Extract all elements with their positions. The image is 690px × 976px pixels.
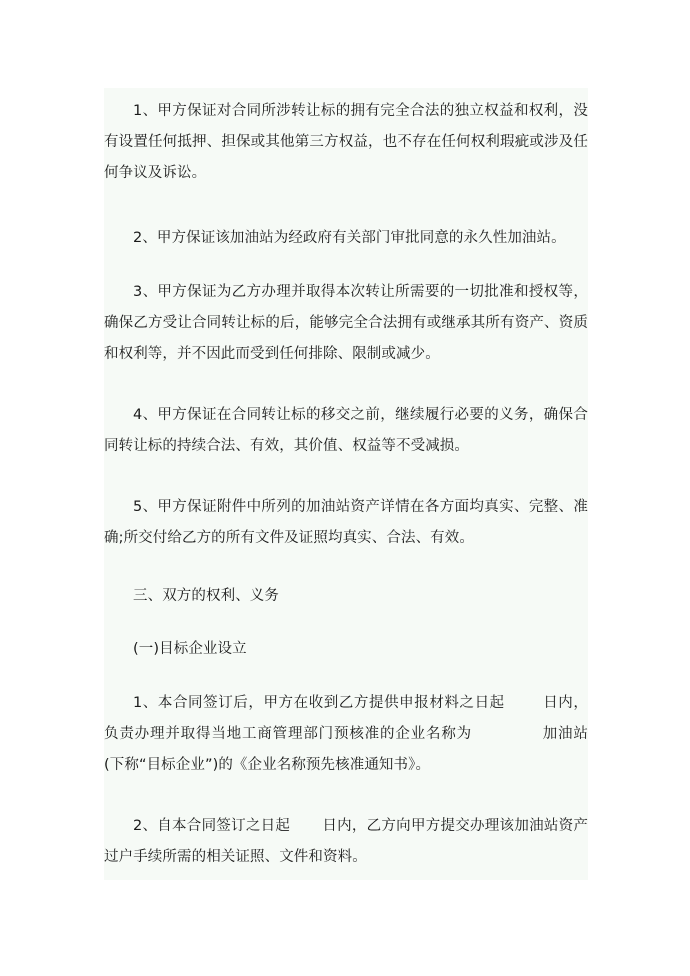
- clause-1: 1、甲方保证对合同所涉转让标的拥有完全合法的独立权益和权利，没有设置任何抵押、担保或其他第三方权益，也不存在任何权利瑕疵或涉及任何争议及诉讼。: [104, 103, 588, 181]
- clause-3: 3、甲方保证为乙方办理并取得本次转让所需要的一切批准和授权等，确保乙方受让合同转让标的后，能够完全合法拥有或继承其所有资产、资质和权利等，并不因此而受到任何排除、限制或减少。: [104, 284, 588, 362]
- clause-7-part-a: 2、自本合同签订之日起: [133, 818, 291, 834]
- subsection-heading: (一)目标企业设立: [133, 641, 247, 657]
- clause-6-part-b: 日内，负责办理并取得当地工商管理部门预核准的企业名称为: [104, 695, 588, 742]
- clause-4: 4、甲方保证在合同转让标的移交之前，继续履行必要的义务，确保合同转让标的持续合法、有效，其价值、权益等不受减损。: [104, 407, 588, 454]
- clause-6: [104, 688, 588, 781]
- clause-6-part-c: 加油站(下称“目标企业”)的《企业名称预先核准通知书》。: [104, 726, 588, 773]
- clause-6-part-a: 1、本合同签订后，甲方在收到乙方提供申报材料之日起: [133, 695, 505, 711]
- clause-2: 2、甲方保证该加油站为经政府有关部门审批同意的永久性加油站。: [133, 230, 566, 246]
- section-heading: 三、双方的权利、义务: [133, 588, 279, 604]
- clause-7: [104, 811, 588, 873]
- clause-7-part-b: 日内，乙方向甲方提交办理该加油站资产过户手续所需的相关证照、文件和资料。: [104, 818, 588, 865]
- clause-5: 5、甲方保证附件中所列的加油站资产详情在各方面均真实、完整、准确;所交付给乙方的所有文件及证照均真实、合法、有效。: [104, 499, 588, 546]
